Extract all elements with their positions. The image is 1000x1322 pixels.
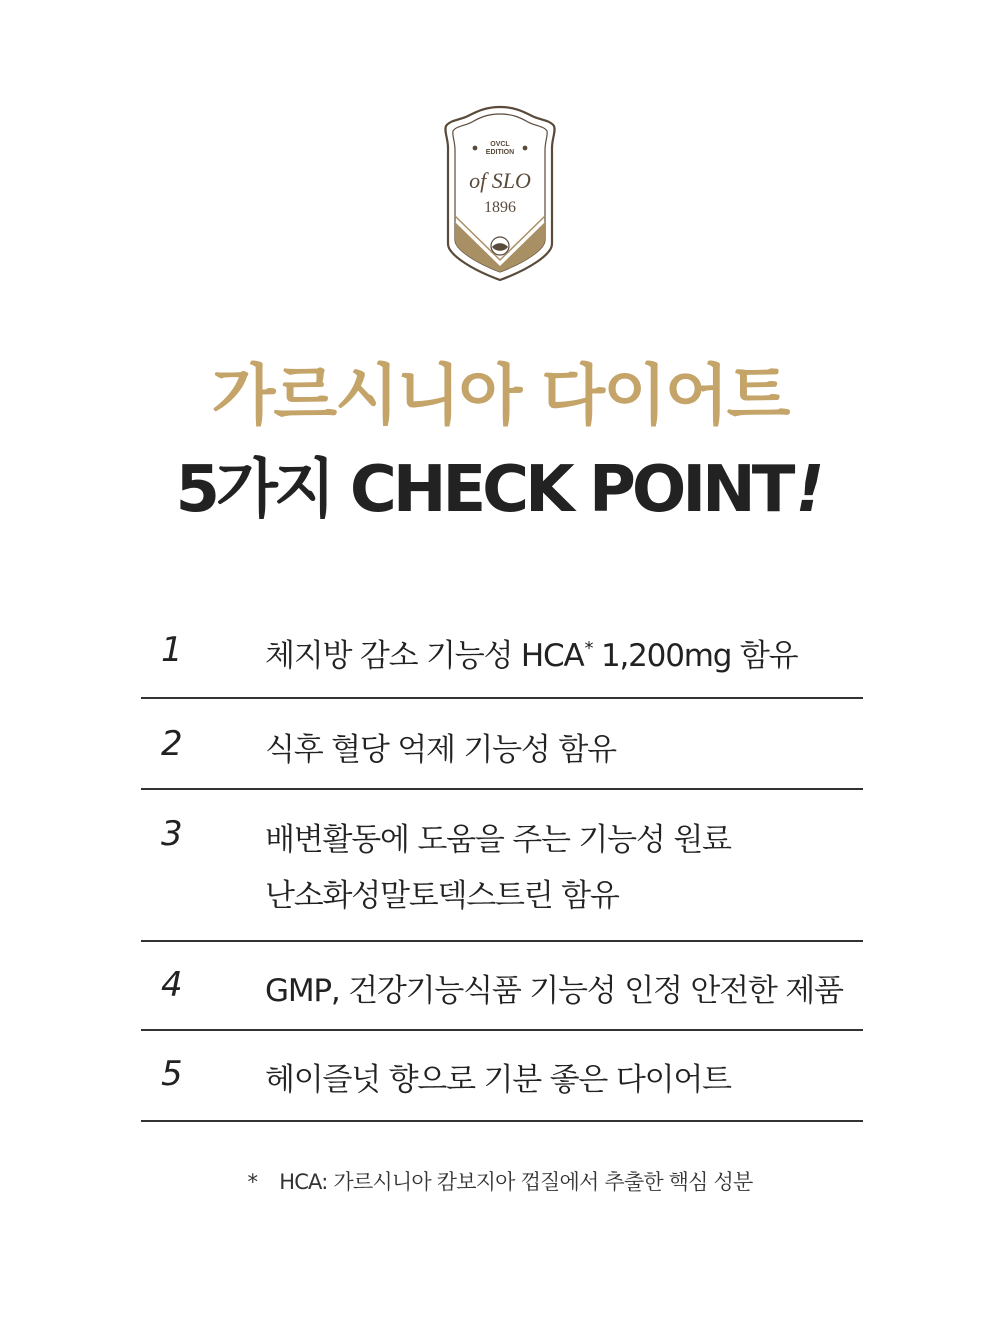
checkpoint-text-line2: 난소화성말토덱스트린 함유 <box>265 878 619 914</box>
headline-subtitle <box>0 450 1000 530</box>
emblem-edition-line2: EDITION <box>485 149 515 156</box>
footnote-text: HCA: 가르시니아 캄보지아 껍질에서 추출한 핵심 성분 <box>279 1170 753 1194</box>
headline-title: 가르시니아 다이어트 <box>211 357 789 434</box>
emblem-brand: of SLO <box>469 168 531 193</box>
footnote-reference: * <box>584 638 593 659</box>
checkpoint-item-1 <box>141 606 863 699</box>
headline-exclamation: ! <box>795 453 825 527</box>
crest-icon <box>440 104 560 282</box>
checkpoint-number: 5 <box>161 1054 183 1094</box>
brand-emblem <box>440 104 560 282</box>
checkpoint-text: GMP, 건강기능식품 기능성 인정 안전한 제품 <box>265 973 843 1009</box>
emblem-edition-line1: OVCL <box>490 141 510 148</box>
checkpoint-item-5 <box>141 1031 863 1122</box>
checkpoint-number: 4 <box>161 965 183 1005</box>
checkpoint-list <box>141 606 863 1122</box>
footnote <box>0 1166 1000 1196</box>
checkpoint-text-main: 체지방 감소 기능성 HCA <box>265 638 584 674</box>
checkpoint-number: 3 <box>161 814 183 854</box>
checkpoint-number: 2 <box>161 724 183 764</box>
footnote-marker: * <box>247 1170 258 1194</box>
emblem-year: 1896 <box>484 199 516 216</box>
checkpoint-item-4 <box>141 942 863 1031</box>
checkpoint-text: 식후 혈당 억제 기능성 함유 <box>265 732 616 768</box>
checkpoint-item-3 <box>141 790 863 942</box>
checkpoint-text: 배변활동에 도움을 주는 기능성 원료 <box>265 822 731 858</box>
checkpoint-text-amount: 1,200mg 함유 <box>592 638 798 674</box>
checkpoint-text: 헤이즐넛 향으로 기분 좋은 다이어트 <box>265 1062 731 1098</box>
headline-subtitle-text: 5가지 CHECK POINT <box>175 453 792 527</box>
checkpoint-number: 1 <box>161 630 183 670</box>
checkpoint-text <box>265 630 797 675</box>
checkpoint-item-2 <box>141 699 863 790</box>
